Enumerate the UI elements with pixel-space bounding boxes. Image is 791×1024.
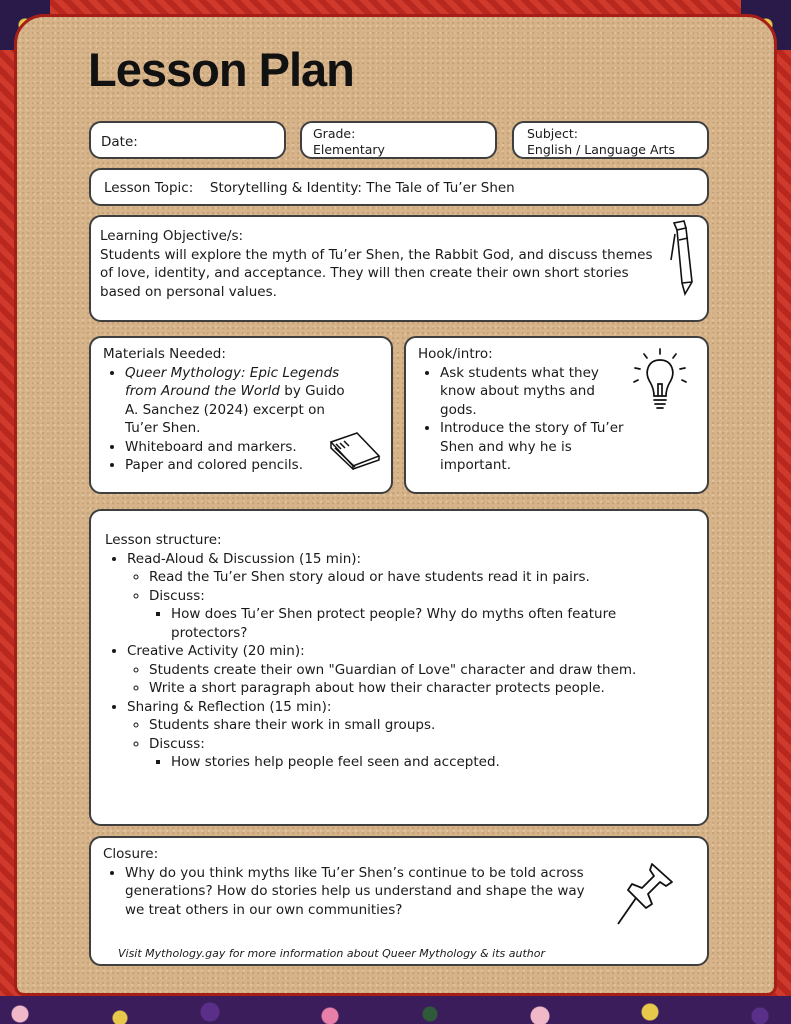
grade-value: Elementary (313, 142, 385, 157)
book-title: Queer Mythology: Epic Legends from Around the World (125, 364, 340, 399)
subject-field[interactable] (512, 121, 709, 159)
section-title: Read-Aloud & Discussion (15 min): (127, 550, 362, 567)
list-item: ◦ Read the Tu’er Shen story aloud or have students read it in pairs. (149, 568, 693, 587)
book-citation: by Guido A. Sanchez (2024) excerpt on Tu’er Shen. (125, 383, 345, 436)
list-item (149, 587, 693, 643)
structure-label: Lesson structure: (105, 532, 222, 548)
list-item (127, 698, 693, 772)
list-item (127, 642, 693, 698)
page-title: Lesson Plan (88, 43, 354, 96)
materials-box[interactable] (89, 336, 393, 494)
objective-label: Learning Objective/s: (100, 228, 244, 244)
bottom-decoration (0, 996, 791, 1024)
list-item: • Ask students what they know about myths and gods. (440, 364, 625, 420)
subject-value: English / Language Arts (527, 142, 676, 157)
list-item (127, 550, 693, 643)
discuss-label: Discuss: (149, 587, 205, 604)
lightbulb-icon (632, 346, 688, 418)
list-item: • Paper and colored pencils. (125, 456, 354, 475)
closure-list (103, 864, 695, 920)
section-title: Creative Activity (20 min): (127, 643, 305, 659)
list-item: • Introduce the story of Tu’er Shen and why he is important. (440, 419, 625, 475)
section-title: Sharing & Reflection (15 min): (127, 698, 332, 715)
topic-value: Storytelling & Identity: The Tale of Tu’er Shen (209, 180, 515, 196)
date-label: Date: (101, 134, 138, 150)
footer-note: Visit Mythology.gay for more information about Queer Mythology & its author (118, 947, 546, 960)
list-item: ▪ How stories help people feel seen and accepted. (171, 753, 693, 772)
grade-label: Grade: (313, 126, 356, 141)
pen-icon (668, 220, 698, 298)
list-item: ◦ Students share their work in small groups. (149, 716, 693, 735)
list-item (149, 735, 693, 772)
closure-label: Closure: (103, 846, 159, 862)
objective-box[interactable] (89, 215, 709, 322)
structure-box[interactable] (89, 509, 709, 826)
hook-label: Hook/intro: (418, 346, 493, 362)
objective-text: Students will explore the myth of Tu’er Shen, the Rabbit God, and discuss themes of love, identity, and acceptance. They will then create their own short stories based on personal values. (100, 246, 653, 300)
topic-label: Lesson Topic: (104, 180, 194, 196)
list-item: • Whiteboard and markers. (125, 438, 354, 457)
structure-list (105, 550, 693, 772)
subject-label: Subject: (527, 126, 578, 141)
list-item: ◦ Students create their own "Guardian of Love" character and draw them. (149, 661, 693, 680)
book-icon (327, 430, 381, 470)
discuss-label: Discuss: (149, 735, 205, 752)
topic-field[interactable] (89, 168, 709, 206)
pushpin-icon (612, 860, 676, 930)
list-item: ▪ How does Tu’er Shen protect people? Why do myths often feature protectors? (171, 605, 693, 642)
grade-field[interactable] (300, 121, 497, 159)
list-item: • Why do you think myths like Tu’er Shen’s continue to be told across generations? How do stories help us understand and shape the way we treat others in our own communities? (125, 864, 585, 920)
materials-label: Materials Needed: (103, 346, 226, 362)
list-item: ◦ Write a short paragraph about how their character protects people. (149, 679, 693, 698)
list-item (125, 364, 354, 438)
date-field[interactable] (89, 121, 286, 159)
